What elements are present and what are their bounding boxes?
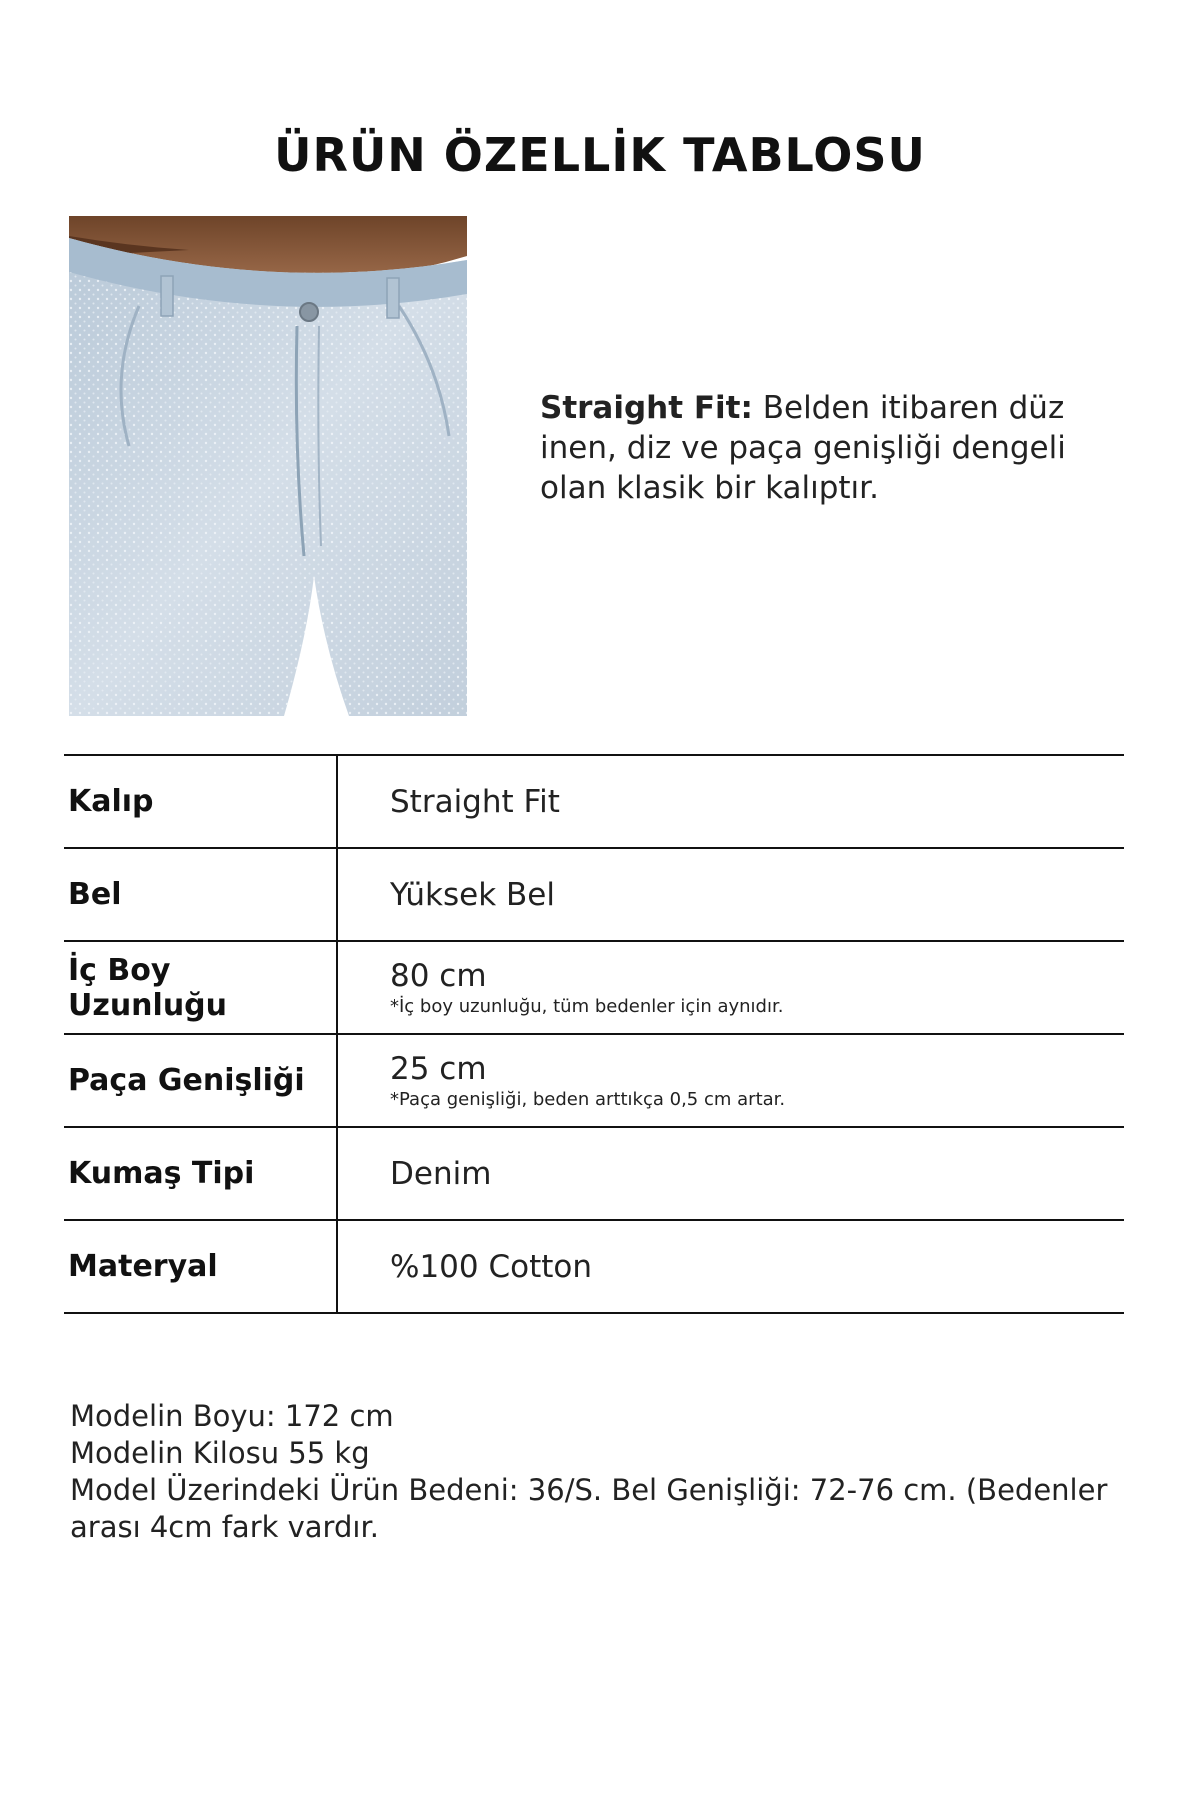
spec-note: *Paça genişliği, beden arttıkça 0,5 cm artar. <box>390 1089 786 1110</box>
button <box>300 303 318 321</box>
jeans-illustration <box>69 216 467 716</box>
spec-key: Kumaş Tipi <box>64 1127 337 1220</box>
spec-key: Paça Genişliği <box>64 1034 337 1127</box>
table-row <box>64 848 1124 941</box>
model-size: Model Üzerindeki Ürün Bedeni: 36/S. Bel Genişliği: 72-76 cm. (Bedenler arası 4cm fark vardır. <box>70 1473 1108 1544</box>
table-row <box>64 1127 1124 1220</box>
model-weight: Modelin Kilosu 55 kg <box>70 1436 370 1470</box>
spec-value-cell <box>337 941 1124 1034</box>
fit-description <box>540 388 1140 508</box>
table-row <box>64 1220 1124 1313</box>
spec-key: Kalıp <box>64 755 337 848</box>
model-info <box>70 1398 1130 1546</box>
spec-value-cell <box>337 755 1124 848</box>
spec-value-cell <box>337 848 1124 941</box>
spec-value: 25 cm <box>390 1051 487 1087</box>
spec-key: Materyal <box>64 1220 337 1313</box>
table-row <box>64 941 1124 1034</box>
model-height: Modelin Boyu: 172 cm <box>70 1399 394 1433</box>
spec-note: *İç boy uzunluğu, tüm bedenler için aynıdır. <box>390 996 784 1017</box>
spec-value: Yüksek Bel <box>390 876 555 913</box>
page-title: ÜRÜN ÖZELLİK TABLOSU <box>274 128 926 182</box>
spec-value-cell <box>337 1220 1124 1313</box>
spec-key: Bel <box>64 848 337 941</box>
table-row <box>64 1034 1124 1127</box>
spec-value: %100 Cotton <box>390 1248 593 1285</box>
fit-text: Belden itibaren düz inen, diz ve paça genişliği dengeli olan klasik bir kalıptır. <box>540 390 1066 506</box>
spec-value-cell <box>337 1127 1124 1220</box>
product-photo <box>69 216 467 716</box>
table-row <box>64 755 1124 848</box>
spec-table <box>64 754 1124 1314</box>
spec-value-cell <box>337 1034 1124 1127</box>
spec-value: Denim <box>390 1155 492 1192</box>
spec-value: Straight Fit <box>390 783 560 820</box>
fit-label: Straight Fit: <box>540 390 753 426</box>
spec-key: İç Boy Uzunluğu <box>64 941 337 1034</box>
spec-value: 80 cm <box>390 958 487 994</box>
